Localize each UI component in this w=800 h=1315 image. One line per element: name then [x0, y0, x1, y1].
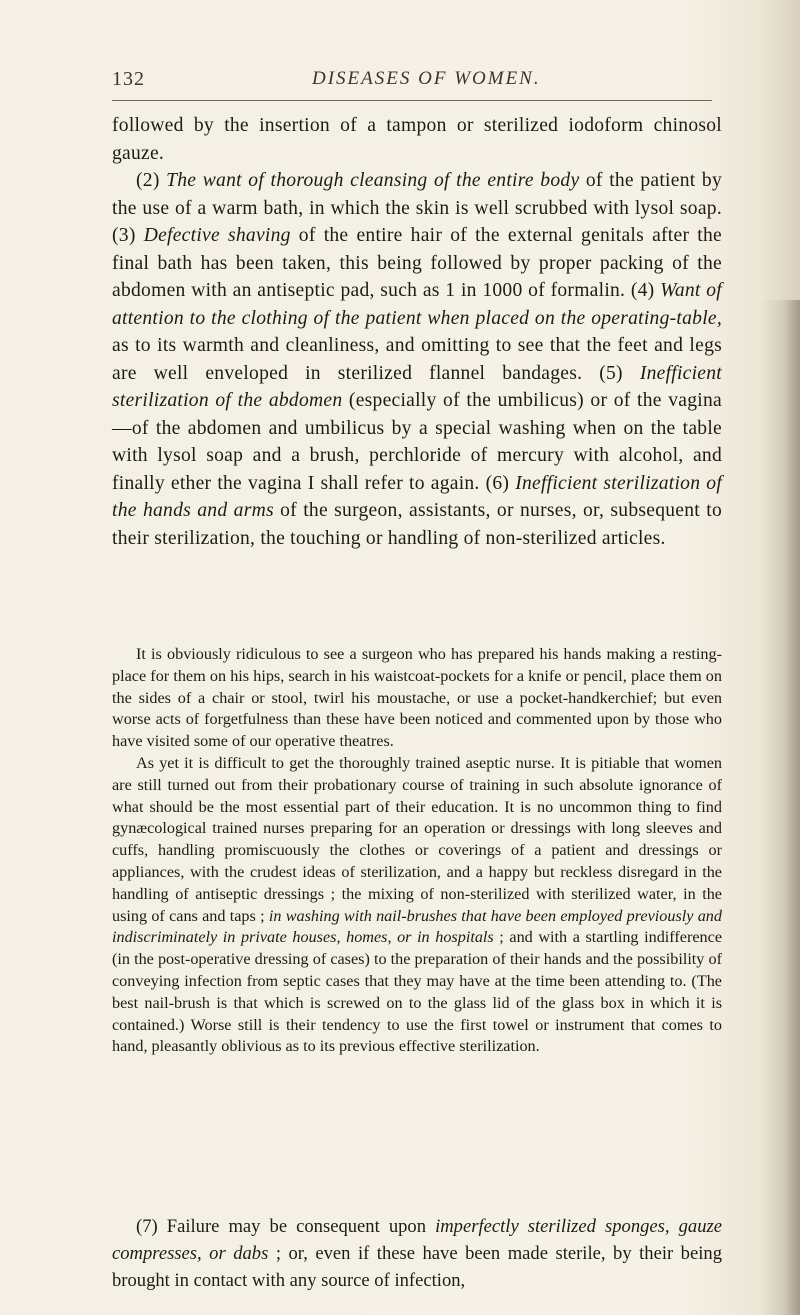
- text-run: (2): [136, 170, 167, 191]
- text-run: It is obviously ridiculous to see a surgeon who has prepared his hands making a resting-place for them on his hips, search in his waistcoat-pockets for a knife or pencil, place them on the sides of a chair or stool, twirl his moustache, or use a pocket-handkerchief; but even worse acts of forgetfulness than these have been noticed and commented upon by those who have visited some of our operative theatres.: [112, 645, 722, 751]
- text-run: of the patient by the use of a warm bath, in which the skin is well scrubbed with lysol soap. (3): [112, 170, 723, 246]
- paragraph-5: [112, 1213, 722, 1294]
- text-run: ; or, even if these have been made sterile, by their being brought in contact with any source of infection,: [112, 1243, 722, 1291]
- running-head: [112, 68, 722, 92]
- main-text: [112, 112, 722, 552]
- text-run: of the entire hair of the external genitals after the final bath has been taken, this being followed by proper packing of the abdomen with an antiseptic pad, such as 1 in 1000 of formalin. (4): [112, 225, 722, 301]
- text-run: followed by the insertion of a tampon or sterilized iodoform chinosol gauze.: [112, 115, 722, 164]
- italic-text-run: in washing with nail-brushes that have been employed previously and indiscriminately in private houses, homes, or in hospitals: [112, 906, 722, 947]
- italic-text-run: Inefficient sterilization of the hands and arms: [112, 472, 723, 521]
- text-run: (especially of the umbilicus) or of the vagina—of the abdomen and umbilicus by a special washing when on the table with lysol soap and a brush, perchloride of mercury with alcohol, and finally ether the vagina I shall refer to again. (6): [112, 390, 722, 494]
- paragraph-1: [112, 112, 722, 167]
- header-rule: [112, 100, 712, 101]
- italic-text-run: The want of thorough cleansing of the entire body: [166, 170, 580, 191]
- italic-text-run: imperfectly sterilized sponges, gauze compresses, or dabs: [112, 1216, 722, 1264]
- italic-text-run: Inefficient sterilization of the abdomen: [112, 362, 722, 411]
- paragraph-2: [112, 167, 722, 552]
- text-run: of the surgeon, assistants, or nurses, or, subsequent to their sterilization, the touching or handling of non-sterilized articles.: [112, 500, 722, 549]
- page-number: 132: [112, 68, 145, 90]
- italic-text-run: Want of attention to the clothing of the patient when placed on the operating-table,: [112, 280, 722, 329]
- paragraph-4: [112, 753, 722, 1058]
- italic-text-run: Defective shaving: [143, 225, 291, 246]
- small-print-text: [112, 644, 722, 1058]
- text-run: As yet it is difficult to get the thoroughly trained aseptic nurse. It is pitiable that women are still turned out from their probationary course of training in such absolute ignorance of what should be the most essential part of their education. It is no uncommon thing to find gynæcological trained nurses preparing for an operation or dressings with long sleeves and cuffs, handling promiscuously the clothes or coverings of a patient and dressings or appliances, with the crudest ideas of sterilization, and a happy but reckless disregard in the handling of antiseptic dressings ; the mixing of non-sterilized with sterilized water, in the using of cans and taps ;: [112, 753, 722, 925]
- page-edge-shadow: [760, 300, 800, 1315]
- text-run: as to its warmth and cleanliness, and omitting to see that the feet and legs are well enveloped in sterilized flannel bandages. (5): [112, 335, 722, 384]
- text-run: (7) Failure may be consequent upon: [136, 1216, 436, 1237]
- paragraph-3: [112, 644, 722, 753]
- closing-text: [112, 1213, 722, 1294]
- running-title: DISEASES OF WOMEN.: [312, 68, 541, 89]
- text-run: ; and with a startling indifference (in the post-operative dressing of cases) to the preparation of their hands and the possibility of conveying infection from septic cases that they may have at the time been attending to. (The best nail-brush is that which is screwed on to the glass lid of the glass box in which it is contained.) Worse still is their tendency to use the first towel or instrument that comes to hand, pleasantly oblivious as to its previous effective sterilization.: [112, 928, 723, 1056]
